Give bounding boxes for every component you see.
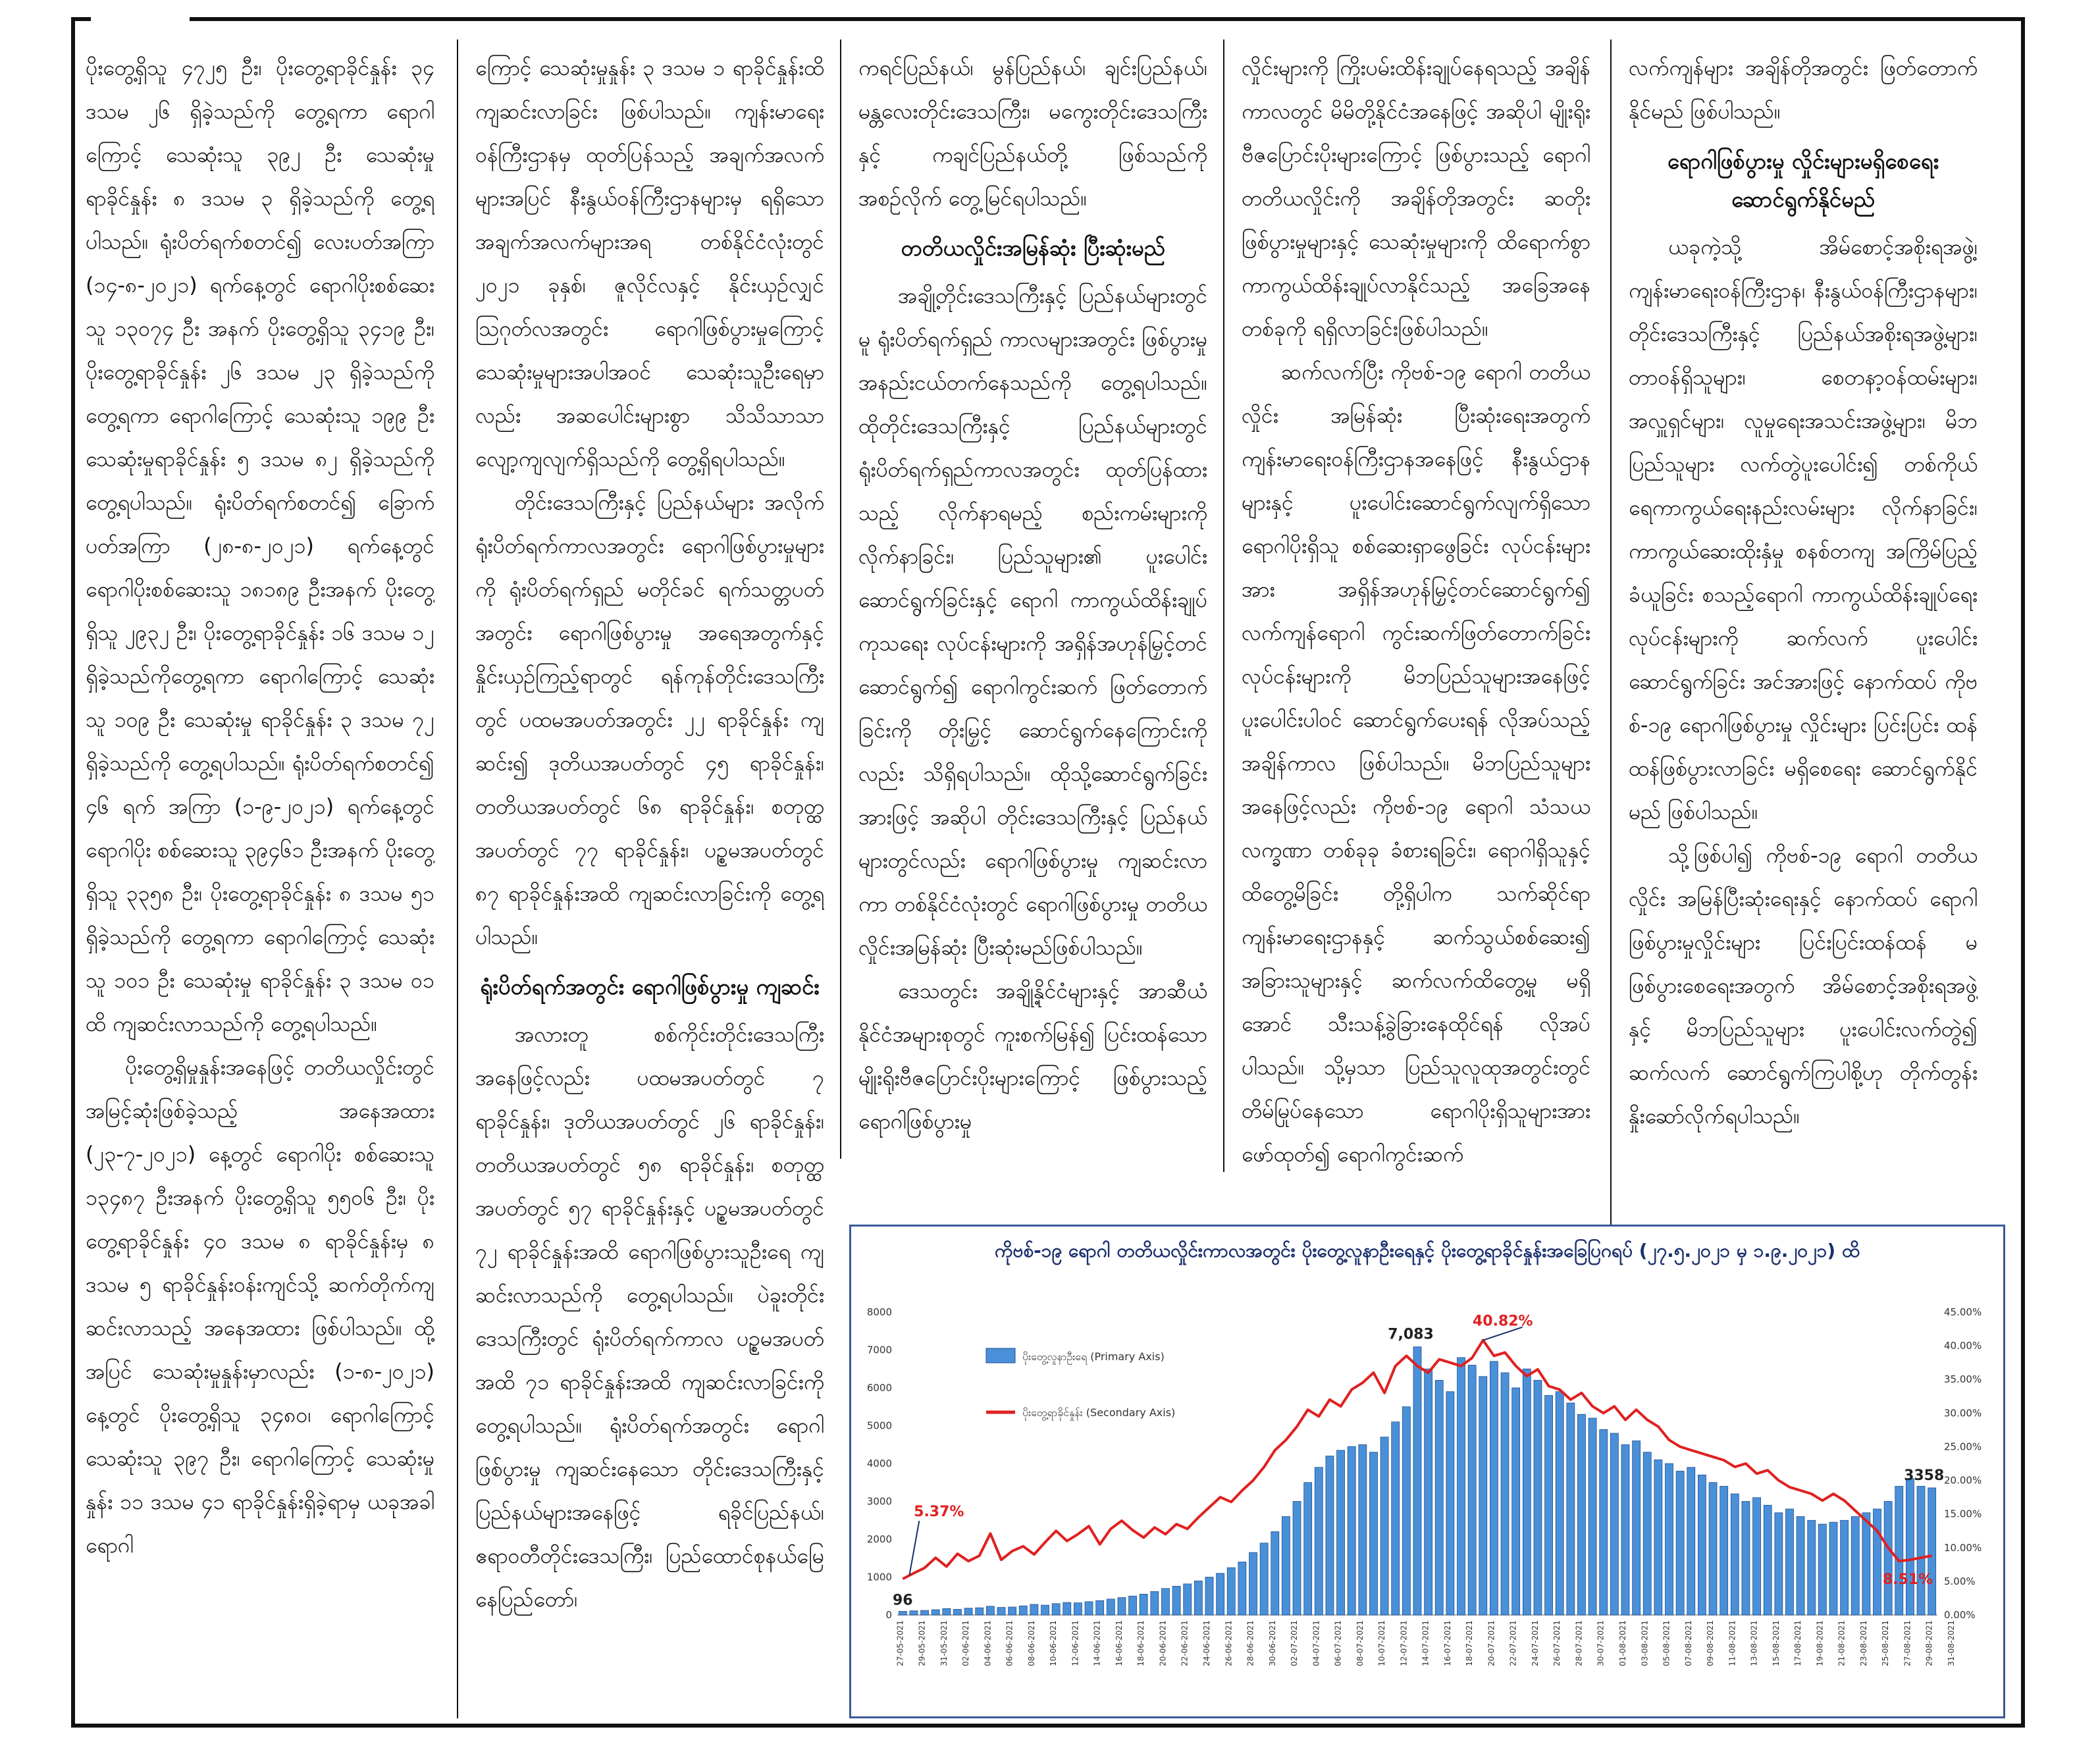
x-tick-label: 29-05-2021 <box>917 1620 927 1666</box>
data-label-first-pct: 5.37% <box>914 1504 964 1521</box>
y-tick-label-secondary: 5.00% <box>1944 1575 1976 1587</box>
chart-bar <box>1172 1586 1180 1615</box>
x-tick-label: 27-05-2021 <box>895 1620 905 1666</box>
chart-bar <box>921 1610 929 1615</box>
x-tick-label: 08-06-2021 <box>1026 1620 1036 1666</box>
chart-bar <box>1260 1543 1268 1615</box>
data-label-last-pct: 8.51% <box>1882 1572 1933 1589</box>
chart-bar <box>1282 1517 1290 1616</box>
data-label-first-bar: 96 <box>893 1592 913 1609</box>
chart-bar <box>1556 1392 1563 1615</box>
x-tick-label: 24-06-2021 <box>1202 1620 1211 1666</box>
chart-bar <box>1654 1460 1662 1615</box>
chart-bar <box>1851 1517 1859 1616</box>
data-label-peak-bar: 7,083 <box>1388 1326 1434 1343</box>
chart-bar <box>1884 1502 1892 1616</box>
chart-bar <box>1501 1373 1509 1615</box>
chart-bar <box>1764 1505 1772 1615</box>
legend-label-line: ပိုးတွေ့ရာခိုင်နှုန်း (Secondary Axis) <box>1022 1406 1176 1419</box>
chart-bar <box>1413 1347 1421 1615</box>
chart-bar <box>964 1608 972 1615</box>
legend-label-bars: ပိုးတွေ့လူနာဦးရေ (Primary Axis) <box>1022 1350 1165 1363</box>
chart-bar <box>1304 1483 1312 1615</box>
y-tick-label-primary: 6000 <box>866 1382 892 1394</box>
paragraph: အလားတူ စစ်ကိုင်းတိုင်းဒေသကြီး အနေဖြင့်လည်း ပထမအပတ်တွင် ၇ ရာခိုင်နှုန်း၊ ဒုတိယအပတ်တွင် ၂၆ ရာခိုင်နှုန်း၊ တတိယအပတ်တွင် ၅၈ ရာခိုင်နှုန်း၊ စတုတ္ထအပတ်တွင် ၅၇ ရာခိုင်နှုန်းနှင့် ပဉ္စမအပတ်တွင် ၇၂ ရာခိုင်နှုန်းအထိ ရောဂါဖြစ်ပွားသူဦးရေ ကျဆင်းလာသည်ကို တွေ့ရပါသည်။ ပဲခူးတိုင်းဒေသကြီးတွင် ရုံးပိတ်ရက်ကာလ ပဉ္စမအပတ်အထိ ၇၁ ရာခိုင်နှုန်းအထိ ကျဆင်းလာခြင်းကို တွေ့ရပါသည်။ ရုံးပိတ်ရက်အတွင်း ရောဂါဖြစ်ပွားမှု ကျဆင်းနေသော တိုင်းဒေသကြီးနှင့် ပြည်နယ်များအနေဖြင့် ရခိုင်ပြည်နယ်၊ ဧရာဝတီတိုင်းဒေသကြီး၊ ပြည်ထောင်စုနယ်မြေ နေပြည်တော်၊ <box>475 1022 824 1612</box>
x-tick-label: 09-08-2021 <box>1706 1620 1716 1666</box>
chart-bar <box>1633 1441 1641 1616</box>
chart-bar <box>1545 1396 1553 1616</box>
data-label-peak-pct: 40.82% <box>1472 1313 1533 1330</box>
y-tick-label-primary: 3000 <box>866 1495 892 1508</box>
x-tick-label: 19-08-2021 <box>1815 1620 1825 1666</box>
x-tick-label: 11-08-2021 <box>1727 1620 1737 1666</box>
y-tick-label-secondary: 15.00% <box>1944 1508 1982 1520</box>
paragraph: တိုင်းဒေသကြီးနှင့် ပြည်နယ်များ အလိုက် ရုံးပိတ်ရက်ကာလအတွင်း ရောဂါဖြစ်ပွားမှုများကို ရုံးပိတ်ရက်ရှည် မတိုင်ခင် ရက်သတ္တပတ်အတွင်း ရောဂါဖြစ်ပွားမှု အရေအတွက်နှင့် နှိုင်းယှဉ်ကြည့်ရာတွင် ရန်ကုန်တိုင်းဒေသကြီးတွင် ပထမအပတ်အတွင်း ၂၂ ရာခိုင်နှုန်း ကျဆင်း၍ ဒုတိယအပတ်တွင် ၄၅ ရာခိုင်နှုန်း၊ တတိယအပတ်တွင် ၆၈ ရာခိုင်နှုန်း၊ စတုတ္ထအပတ်တွင် ၇၇ ရာခိုင်နှုန်း၊ ပဉ္စမအပတ်တွင် ၈၇ ရာခိုင်နှုန်းအထိ ကျဆင်းလာခြင်းကို တွေ့ရပါသည်။ <box>475 490 824 949</box>
chart-bar <box>1468 1365 1476 1616</box>
chart-bar <box>1151 1591 1159 1615</box>
chart-bar <box>1523 1369 1531 1615</box>
chart-bar <box>1457 1358 1465 1615</box>
y-tick-label-primary: 0 <box>885 1609 892 1621</box>
chart-bar <box>1052 1604 1060 1615</box>
chart-bar <box>1643 1452 1651 1615</box>
chart-bar <box>1326 1456 1334 1616</box>
chart-svg <box>851 1227 2003 1716</box>
chart-bar <box>1402 1407 1410 1615</box>
chart-bar <box>1425 1369 1432 1615</box>
chart-bar <box>1731 1494 1739 1615</box>
frame-gap <box>91 12 190 22</box>
chart-bar <box>1249 1552 1257 1615</box>
x-tick-label: 29-08-2021 <box>1924 1620 1934 1666</box>
paragraph: ယခုကဲ့သို့ အိမ်စောင့်အစိုးရအဖွဲ့၊ ကျန်းမာရေးဝန်ကြီးဌာန၊ နီးနွယ်ဝန်ကြီးဌာနများ၊ တိုင်းဒေသကြီးနှင့် ပြည်နယ်အစိုးရအဖွဲ့များ၊ တာဝန်ရှိသူများ၊ စေတနာ့ဝန်ထမ်းများ၊ အလှူရှင်များ၊ လူမှုရေးအသင်းအဖွဲ့များ၊ မိဘပြည်သူများ လက်တွဲပူးပေါင်း၍ တစ်ကိုယ်ရေကာကွယ်ရေးနည်းလမ်းများ လိုက်နာခြင်း၊ ကာကွယ်ဆေးထိုးနှံမှု စနစ်တကျ အကြိမ်ပြည့်ခံယူခြင်း စသည့်ရောဂါ ကာကွယ်ထိန်းချုပ်ရေး လုပ်ငန်းများကို ဆက်လက် ပူးပေါင်းဆောင်ရွက်ခြင်း အင်အားဖြင့် နောက်ထပ် ကိုဗစ်-၁၉ ရောဂါဖြစ်ပွားမှု လှိုင်းများ ပြင်းပြင်း ထန်ထန်ဖြစ်ပွားလာခြင်း မရှိစေရေး ဆောင်ရွက်နိုင်မည် ဖြစ်ပါသည်။ <box>1629 234 1978 824</box>
chart-bar <box>1490 1362 1498 1615</box>
chart-bar <box>1808 1520 1816 1615</box>
chart-bar <box>953 1609 961 1615</box>
chart-bar <box>1009 1607 1016 1615</box>
chart-bar <box>1479 1377 1487 1615</box>
section-heading: ရုံးပိတ်ရက်အတွင်း ရောဂါဖြစ်ပွားမှု ကျဆင်း <box>480 974 820 999</box>
x-tick-label: 25-08-2021 <box>1881 1620 1891 1666</box>
annotation-pointer <box>909 1521 919 1575</box>
x-tick-label: 28-07-2021 <box>1574 1620 1584 1666</box>
x-tick-label: 13-08-2021 <box>1749 1620 1759 1666</box>
x-tick-label: 14-07-2021 <box>1421 1620 1431 1666</box>
chart-bar <box>1829 1522 1837 1615</box>
x-tick-label: 23-08-2021 <box>1858 1620 1868 1666</box>
chart-bar <box>1666 1464 1673 1615</box>
chart-bar <box>1392 1422 1400 1615</box>
x-tick-label: 16-06-2021 <box>1114 1620 1124 1666</box>
section-heading: တတိယလှိုင်းအမြန်ဆုံး ပြီးဆုံးမည် <box>901 235 1165 261</box>
chart-bar <box>1348 1446 1355 1615</box>
chart-bar <box>1818 1524 1826 1615</box>
paragraph: ပိုးတွေ့ရှိမှုနှုန်းအနေဖြင့် တတိယလှိုင်းတွင် အမြင့်ဆုံးဖြစ်ခဲ့သည့် အနေအထား (၂၃-၇-၂၀၂၁) နေ့တွင် ရောဂါပိုး စစ်ဆေးသူ ၁၃၄၈၇ ဦးအနက် ပိုးတွေ့ရှိသူ ၅၅၀၆ ဦး၊ ပိုးတွေ့ရာခိုင်နှုန်း ၄၀ ဒသမ ၈ ရာခိုင်နှုန်းမှ ၈ ဒသမ ၅ ရာခိုင်နှုန်းဝန်းကျင်သို့ ဆက်တိုက်ကျဆင်းလာသည့် အနေအထား ဖြစ်ပါသည်။ ထို့အပြင် သေဆုံးမှုနှုန်းမှာလည်း (၁-၈-၂၀၂၁) နေ့တွင် ပိုးတွေ့ရှိသူ ၃၄၈၀၊ ရောဂါကြောင့် သေဆုံးသူ ၃၉၇ ဦး၊ ရောဂါကြောင့် သေဆုံးမှုနှုန်း ၁၁ ဒသမ ၄၁ ရာခိုင်နှုန်းရှိခဲ့ရာမှ ယခုအခါ ရောဂါ <box>86 1055 434 1558</box>
chart-bar <box>932 1610 939 1615</box>
chart-bar <box>1841 1520 1849 1615</box>
chart-title: ကိုဗစ်-၁၉ ရောဂါ တတိယလှိုင်းကာလအတွင်း ပိုးတွေ့လူနာဦးရေနှင့် ပိုးတွေ့ရာခိုင်နှုန်းအခြေပြဂရပ် (၂၇.၅.၂၀၂၁ မှ ၁.၉.၂၀၂၁) ထိ <box>994 1240 1860 1261</box>
chart-bar <box>943 1608 951 1615</box>
y-tick-label-secondary: 30.00% <box>1944 1407 1982 1419</box>
y-tick-label-primary: 1000 <box>866 1571 892 1583</box>
chart-bar <box>1030 1604 1038 1615</box>
chart-bar <box>1534 1381 1542 1616</box>
x-tick-label: 22-06-2021 <box>1180 1620 1190 1666</box>
chart-bar <box>1337 1450 1345 1615</box>
x-tick-label: 04-07-2021 <box>1311 1620 1321 1666</box>
article-column-2 <box>475 46 824 1718</box>
paragraph: ကရင်ပြည်နယ်၊ မွန်ပြည်နယ်၊ ချင်းပြည်နယ်၊ မန္တလေးတိုင်းဒေသကြီး၊ မကွေးတိုင်းဒေသကြီးနှင့် ကချင်ပြည်နယ်တို့ ဖြစ်သည်ကို အစဉ်လိုက် တွေ့မြင်ရပါသည်။ <box>858 55 1207 211</box>
chart-bar <box>997 1608 1005 1616</box>
chart-bar <box>1785 1509 1793 1615</box>
paragraph: ဒေသတွင်း အချို့နိုင်ငံများနှင့် အာဆီယံနိုင်ငံအများစုတွင် ကူးစက်မြန်၍ ပြင်းထန်သော မျိုးရိုးဗီဇပြောင်းပိုးများကြောင့် ဖြစ်ပွားသည့် ရောဂါဖြစ်ပွားမှု <box>858 978 1207 1134</box>
chart-bar <box>986 1606 994 1615</box>
chart-bar <box>1019 1606 1027 1615</box>
section-heading: ရောဂါဖြစ်ပွားမှု လှိုင်းများမရှိစေရေး ဆောင်ရွက်နိုင်မည် <box>1667 148 1939 212</box>
x-tick-label: 02-06-2021 <box>961 1620 971 1666</box>
y-tick-label-primary: 8000 <box>866 1306 892 1318</box>
chart-bar <box>1140 1594 1147 1615</box>
chart-bar <box>1359 1444 1367 1615</box>
chart-bar <box>1118 1598 1126 1615</box>
x-tick-label: 28-06-2021 <box>1246 1620 1255 1666</box>
y-tick-label-primary: 7000 <box>866 1344 892 1356</box>
chart-bar <box>1238 1562 1246 1616</box>
paragraph: အချို့တိုင်းဒေသကြီးနှင့် ပြည်နယ်များတွင်မူ ရုံးပိတ်ရက်ရှည် ကာလများအတွင်း ဖြစ်ပွားမှုအနည်းငယ်တက်နေသည်ကို တွေ့ရပါသည်။ ထိုတိုင်းဒေသကြီးနှင့် ပြည်နယ်များတွင် ရုံးပိတ်ရက်ရှည်ကာလအတွင်း ထုတ်ပြန်ထားသည့် လိုက်နာရမည့် စည်းကမ်းများကို လိုက်နာခြင်း၊ ပြည်သူများ၏ ပူးပေါင်းဆောင်ရွက်ခြင်းနှင့် ရောဂါ ကာကွယ်ထိန်းချုပ်ကုသရေး လုပ်ငန်းများကို အရှိန်အဟုန်မြှင့်တင် ဆောင်ရွက်၍ ရောဂါကွင်းဆက် ဖြတ်တောက်ခြင်းကို တိုးမြှင့် ဆောင်ရွက်နေကြောင်းကိုလည်း သိရှိရပါသည်။ ထိုသို့ဆောင်ရွက်ခြင်းအားဖြင့် အဆိုပါ တိုင်းဒေသကြီးနှင့် ပြည်နယ်များတွင်လည်း ရောဂါဖြစ်ပွားမှု ကျဆင်းလာကာ တစ်နိုင်ငံလုံးတွင် ရောဂါဖြစ်ပွားမှု တတိယလှိုင်းအမြန်ဆုံး ပြီးဆုံးမည်ဖြစ်ပါသည်။ <box>858 283 1207 960</box>
chart-bar <box>1435 1381 1443 1616</box>
y-tick-label-secondary: 10.00% <box>1944 1541 1982 1554</box>
chart-bar <box>1742 1502 1750 1616</box>
paragraph: ပိုးတွေ့ရှိသူ ၄၇၂၅ ဦး၊ ပိုးတွေ့ရာခိုင်နှုန်း ၃၄ ဒသမ ၂၆ ရှိခဲ့သည်ကို တွေ့ရကာ ရောဂါကြောင့် သေဆုံးသူ ၃၉၂ ဦး သေဆုံးမှုရာခိုင်နှုန်း ၈ ဒသမ ၃ ရှိခဲ့သည်ကို တွေ့ရပါသည်။ ရုံးပိတ်ရက်စတင်၍ လေးပတ်အကြာ (၁၄-၈-၂၀၂၁) ရက်နေ့တွင် ရောဂါပိုးစစ်ဆေးသူ ၁၃၀၇၄ ဦး အနက် ပိုးတွေ့ရှိသူ ၃၄၁၉ ဦး၊ ပိုးတွေ့ရာခိုင်နှုန်း ၂၆ ဒသမ ၂၃ ရှိခဲ့သည်ကို တွေ့ရကာ ရောဂါကြောင့် သေဆုံးသူ ၁၉၉ ဦး သေဆုံးမှုရာခိုင်နှုန်း ၅ ဒသမ ၈၂ ရှိခဲ့သည်ကို တွေ့ရပါသည်။ ရုံးပိတ်ရက်စတင်၍ ခြောက်ပတ်အကြာ (၂၈-၈-၂၀၂၁) ရက်နေ့တွင် ရောဂါပိုးစစ်ဆေးသူ ၁၈၁၈၉ ဦးအနက် ပိုးတွေ့ရှိသူ ၂၉၃၂ ဦး၊ ပိုးတွေ့ရာခိုင်နှုန်း ၁၆ ဒသမ ၁၂ ရှိခဲ့သည်ကိုတွေ့ရကာ ရောဂါကြောင့် သေဆုံးသူ ၁၀၉ ဦး သေဆုံးမှု ရာခိုင်နှုန်း ၃ ဒသမ ၇၂ ရှိခဲ့သည်ကို တွေ့ရပါသည်။ ရုံးပိတ်ရက်စတင်၍ ၄၆ ရက် အကြာ (၁-၉-၂၀၂၁) ရက်နေ့တွင် ရောဂါပိုး စစ်ဆေးသူ ၃၉၄၆၁ ဦးအနက် ပိုးတွေ့ရှိသူ ၃၃၅၈ ဦး၊ ပိုးတွေ့ရာခိုင်နှုန်း ၈ ဒသမ ၅၁ ရှိခဲ့သည်ကို တွေ့ရကာ ရောဂါကြောင့် သေဆုံးသူ ၁၀၁ ဦး သေဆုံးမှု ရာခိုင်နှုန်း ၃ ဒသမ ၀၁ ထိ ကျဆင်းလာသည်ကို တွေ့ရပါသည်။ <box>86 55 434 1036</box>
chart-bar <box>1096 1600 1104 1615</box>
y-tick-label-primary: 4000 <box>866 1458 892 1469</box>
chart-bar <box>1577 1414 1585 1615</box>
x-tick-label: 07-08-2021 <box>1683 1620 1693 1666</box>
chart-bar <box>976 1608 984 1615</box>
chart-bar <box>1227 1568 1235 1615</box>
x-tick-label: 30-07-2021 <box>1596 1620 1606 1666</box>
chart-bar <box>1129 1596 1137 1615</box>
x-tick-label: 05-08-2021 <box>1662 1620 1671 1666</box>
paragraph: လှိုင်းများကို ကြိုးပမ်းထိန်းချုပ်နေရသည့် အချိန်ကာလတွင် မိမိတို့နိုင်ငံအနေဖြင့် အဆိုပါ မျိုးရိုးဗီဇပြောင်းပိုးများကြောင့် ဖြစ်ပွားသည့် ရောဂါတတိယလှိုင်းကို အချိန်တိုအတွင်း ဆတိုးဖြစ်ပွားမှုများနှင့် သေဆုံးမှုများကို ထိရောက်စွာ ကာကွယ်ထိန်းချုပ်လာနိုင်သည့် အခြေအနေတစ်ခုကို ရရှိလာခြင်းဖြစ်ပါသည်။ <box>1242 55 1590 341</box>
column-rule <box>457 40 458 1718</box>
chart-bar <box>1085 1602 1093 1615</box>
chart-bar <box>1709 1483 1717 1615</box>
chart-bar <box>899 1611 906 1615</box>
chart-bar <box>1107 1599 1115 1615</box>
chart-bar <box>1063 1602 1071 1615</box>
paragraph: ဆက်လက်ပြီး ကိုဗစ်-၁၉ ရောဂါ တတိယလှိုင်း အမြန်ဆုံး ပြီးဆုံးရေးအတွက် ကျန်းမာရေးဝန်ကြီးဌာနအနေဖြင့် နီးနွယ်ဌာနများနှင့် ပူးပေါင်းဆောင်ရွက်လျက်ရှိသော ရောဂါပိုးရှိသူ စစ်ဆေးရှာဖွေခြင်း လုပ်ငန်းများအား အရှိန်အဟုန်မြှင့်တင်ဆောင်ရွက်၍ လက်ကျန်ရောဂါ ကွင်းဆက်ဖြတ်တောက်ခြင်း လုပ်ငန်းများကို မိဘပြည်သူများအနေဖြင့် ပူးပေါင်းပါဝင် ဆောင်ရွက်ပေးရန် လိုအပ်သည့်အချိန်ကာလ ဖြစ်ပါသည်။ မိဘပြည်သူများအနေဖြင့်လည်း ကိုဗစ်-၁၉ ရောဂါ သံသယလက္ခဏာ တစ်ခုခု ခံစားရခြင်း၊ ရောဂါရှိသူနှင့် ထိတွေ့မိခြင်း တို့ရှိပါက သက်ဆိုင်ရာ ကျန်းမာရေးဌာနနှင့် ဆက်သွယ်စစ်ဆေး၍ အခြားသူများနှင့် ဆက်လက်ထိတွေ့မှု မရှိအောင် သီးသန့်ခွဲခြားနေထိုင်ရန် လိုအပ်ပါသည်။ သို့မှသာ ပြည်သူလူထုအတွင်းတွင် တိမ်မြုပ်နေသော ရောဂါပိုးရှိသူများအား ဖော်ထုတ်၍ ရောဂါကွင်းဆက် <box>1242 359 1590 1167</box>
x-tick-label: 20-06-2021 <box>1158 1620 1168 1666</box>
chart-bar <box>1567 1403 1575 1615</box>
chart-bar <box>1369 1452 1377 1615</box>
chart-bar <box>1512 1388 1520 1615</box>
chart-bar <box>1271 1532 1279 1616</box>
y-tick-label-secondary: 0.00% <box>1944 1609 1976 1621</box>
x-tick-label: 31-05-2021 <box>939 1620 949 1666</box>
x-tick-label: 18-07-2021 <box>1465 1620 1475 1666</box>
y-tick-label-secondary: 25.00% <box>1944 1441 1982 1453</box>
chart-bar <box>1205 1577 1213 1616</box>
chart-bar <box>1161 1589 1169 1615</box>
x-tick-label: 27-08-2021 <box>1903 1620 1912 1666</box>
x-tick-label: 14-06-2021 <box>1092 1620 1102 1666</box>
y-tick-label-secondary: 20.00% <box>1944 1474 1982 1487</box>
x-tick-label: 01-08-2021 <box>1618 1620 1627 1666</box>
chart-bar <box>1446 1392 1454 1615</box>
x-tick-label: 08-07-2021 <box>1355 1620 1365 1666</box>
x-tick-label: 31-08-2021 <box>1946 1620 1956 1666</box>
chart-bar <box>1588 1418 1596 1615</box>
x-tick-label: 18-06-2021 <box>1136 1620 1146 1666</box>
chart-bar <box>1676 1471 1684 1616</box>
chart-bar <box>1874 1509 1881 1615</box>
column-rule <box>840 40 841 1159</box>
x-tick-label: 06-06-2021 <box>1005 1620 1014 1666</box>
x-tick-label: 17-08-2021 <box>1793 1620 1803 1666</box>
chart-bar <box>1775 1513 1783 1615</box>
chart-bar <box>1720 1487 1728 1616</box>
y-tick-label-primary: 5000 <box>866 1419 892 1432</box>
x-tick-label: 26-06-2021 <box>1224 1620 1234 1666</box>
chart-bar <box>910 1611 918 1615</box>
x-tick-label: 24-07-2021 <box>1530 1620 1540 1666</box>
x-tick-label: 10-06-2021 <box>1049 1620 1059 1666</box>
chart-bar <box>1621 1444 1629 1615</box>
chart-bar <box>1895 1487 1903 1616</box>
x-tick-label: 15-08-2021 <box>1771 1620 1781 1666</box>
chart-bar <box>1380 1437 1388 1615</box>
x-tick-label: 04-06-2021 <box>983 1620 993 1666</box>
chart-bar <box>1917 1487 1925 1616</box>
column-rule <box>1223 40 1224 1172</box>
chart-bar <box>1698 1475 1706 1615</box>
x-tick-label: 16-07-2021 <box>1442 1620 1452 1666</box>
chart-bar <box>1906 1479 1914 1615</box>
x-tick-label: 02-07-2021 <box>1290 1620 1299 1666</box>
x-tick-label: 30-06-2021 <box>1267 1620 1277 1666</box>
x-tick-label: 03-08-2021 <box>1640 1620 1650 1666</box>
chart-bar <box>1315 1468 1323 1615</box>
y-tick-label-primary: 2000 <box>866 1533 892 1545</box>
chart-figure <box>849 1225 2005 1718</box>
x-tick-label: 22-07-2021 <box>1508 1620 1518 1666</box>
y-tick-label-secondary: 35.00% <box>1944 1373 1982 1386</box>
chart-bar <box>1041 1605 1049 1615</box>
chart-bar <box>1217 1574 1224 1615</box>
legend-swatch-bars <box>986 1348 1015 1363</box>
x-tick-label: 26-07-2021 <box>1552 1620 1562 1666</box>
y-tick-label-secondary: 40.00% <box>1944 1340 1982 1352</box>
chart-bar <box>1687 1468 1695 1615</box>
chart-bar <box>1862 1513 1870 1615</box>
chart-bar <box>1194 1581 1202 1615</box>
chart-bar <box>1610 1433 1618 1615</box>
x-tick-label: 12-07-2021 <box>1399 1620 1409 1666</box>
chart-bar <box>1293 1502 1301 1616</box>
chart-bar <box>1928 1488 1936 1615</box>
article-column-1 <box>86 46 434 1718</box>
chart-bar <box>1074 1603 1082 1615</box>
x-tick-label: 20-07-2021 <box>1486 1620 1496 1666</box>
data-label-last-bar: 3358 <box>1904 1467 1945 1484</box>
article-column-3 <box>858 46 1207 1178</box>
chart-bar <box>1753 1498 1761 1615</box>
y-tick-label-secondary: 45.00% <box>1944 1306 1982 1318</box>
x-tick-label: 10-07-2021 <box>1377 1620 1387 1666</box>
article-column-4 <box>1242 46 1590 1178</box>
chart-bar <box>1184 1584 1192 1615</box>
paragraph: သို့ဖြစ်ပါ၍ ကိုဗစ်-၁၉ ရောဂါ တတိယလှိုင်း အမြန်ပြီးဆုံးရေးနှင့် နောက်ထပ် ရောဂါ ဖြစ်ပွားမှုလှိုင်းများ ပြင်းပြင်းထန်ထန် မဖြစ်ပွားစေရေးအတွက် အိမ်စောင့်အစိုးရအဖွဲ့နှင့် မိဘပြည်သူများ ပူးပေါင်းလက်တွဲ၍ ဆက်လက် ဆောင်ရွက်ကြပါစို့ဟု တိုက်တွန်းနှိုးဆော်လိုက်ရပါသည်။ <box>1629 843 1978 1128</box>
paragraph: ကြောင့် သေဆုံးမှုနှုန်း ၃ ဒသမ ၁ ရာခိုင်နှုန်းထိ ကျဆင်းလာခြင်း ဖြစ်ပါသည်။ ကျန်းမာရေးဝန်ကြီးဌာနမှ ထုတ်ပြန်သည့် အချက်အလက်များအပြင် နီးနွယ်ဝန်ကြီးဌာနများမှ ရရှိသော အချက်အလက်များအရ တစ်နိုင်ငံလုံးတွင် ၂၀၂၁ ခုနှစ်၊ ဇူလိုင်လနှင့် နိုင်းယှဉ်လျှင် ဩဂုတ်လအတွင်း ရောဂါဖြစ်ပွားမှုကြောင့် သေဆုံးမှုများအပါအဝင် သေဆုံးသူဦးရေမှာလည်း အဆပေါင်းများစွာ သိသိသာသာ လျော့ကျလျက်ရှိသည်ကို တွေ့ရှိရပါသည်။ <box>475 55 824 471</box>
x-tick-label: 21-08-2021 <box>1837 1620 1847 1666</box>
chart-bar <box>1797 1517 1804 1616</box>
chart-bar <box>1600 1429 1608 1615</box>
x-tick-label: 12-06-2021 <box>1070 1620 1080 1666</box>
x-tick-label: 06-07-2021 <box>1333 1620 1343 1666</box>
paragraph: လက်ကျန်များ အချိန်တိုအတွင်း ဖြတ်တောက်နိုင်မည် ဖြစ်ပါသည်။ <box>1629 55 1978 124</box>
